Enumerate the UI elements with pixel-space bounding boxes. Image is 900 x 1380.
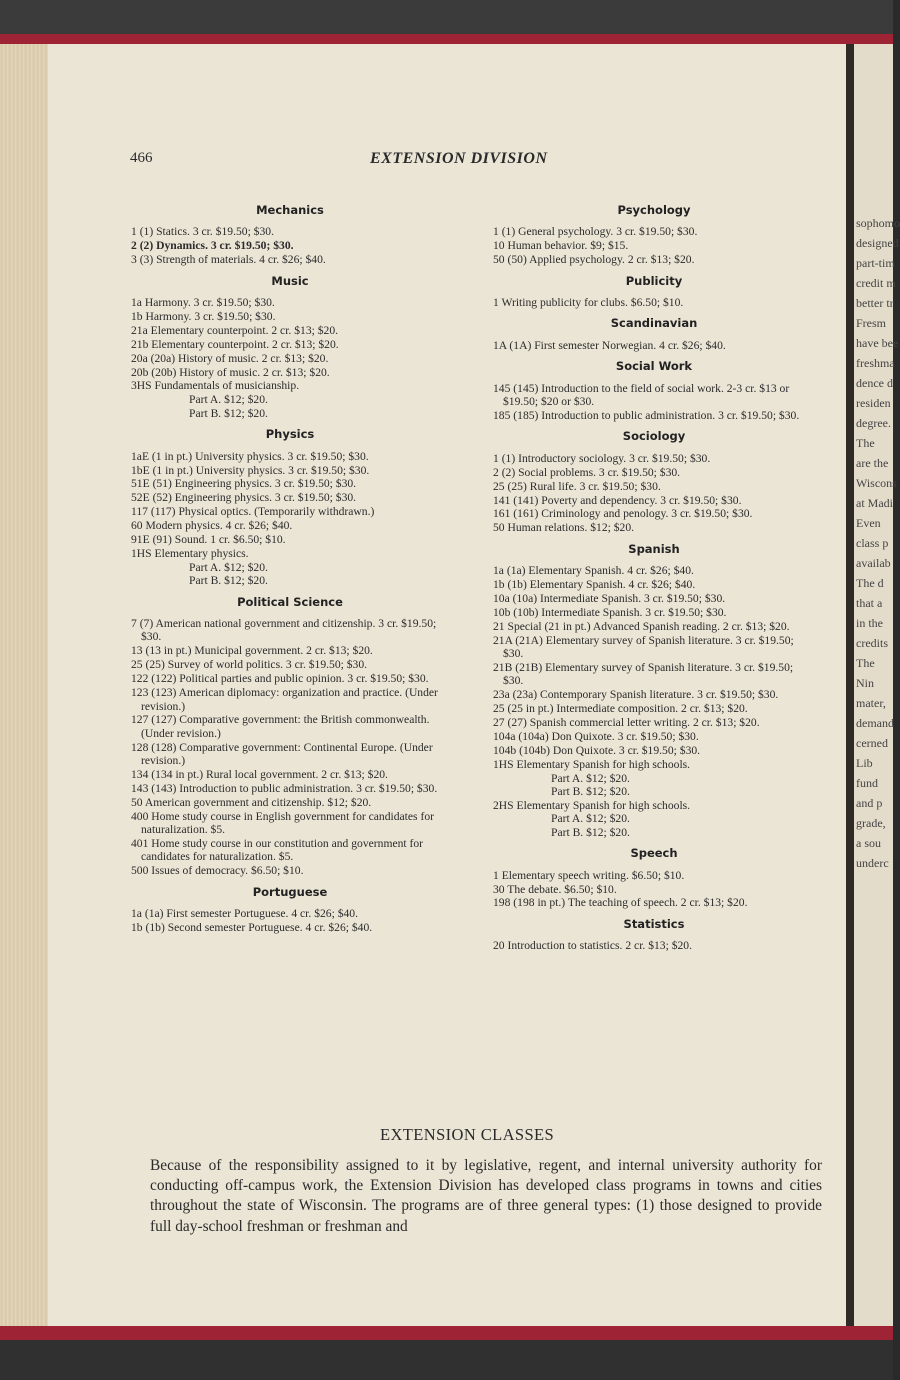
page-stack-edges: [0, 44, 50, 1328]
course-entry: 1HS Elementary Spanish for high schools.: [493, 757, 691, 771]
course-entry: 127 (127) Comparative government: the British commonwealth. (Under revision.): [131, 713, 430, 740]
facing-page-word: designed: [856, 236, 899, 250]
course-part: Part B. $12; $20.: [551, 785, 630, 799]
right-course-column: [493, 204, 815, 953]
facing-page-word: better tr: [856, 296, 894, 310]
course-entry: 1 (1) Statics. 3 cr. $19.50; $30.: [131, 225, 274, 239]
course-entry: 104a (104a) Don Quixote. 3 cr. $19.50; $30.: [493, 730, 699, 743]
course-entry: 500 Issues of democracy. $6.50; $10.: [131, 864, 304, 878]
course-entry: 1b (1b) Elementary Spanish. 4 cr. $26; $40.: [493, 578, 696, 592]
course-entry: 10a (10a) Intermediate Spanish. 3 cr. $19.50; $30.: [493, 591, 726, 605]
course-part: Part B. $12; $20.: [551, 825, 630, 839]
course-entry: 50 American government and citizenship. $12; $20.: [131, 795, 372, 809]
facing-page-word: sophomo: [856, 216, 900, 230]
section-heading: Political Science: [237, 594, 343, 609]
section-heading: Music: [271, 273, 309, 288]
section-heading: Sociology: [622, 429, 686, 444]
course-entry: 25 (25 in pt.) Intermediate composition. 2 cr. $13; $20.: [493, 702, 748, 716]
facing-page-word: credits: [856, 636, 888, 650]
section-heading: Mechanics: [256, 203, 324, 217]
facing-page-word: Lib: [856, 756, 873, 770]
course-entry: 51E (51) Engineering physics. 3 cr. $19.50; $30.: [131, 477, 357, 491]
book-gutter: [846, 44, 854, 1328]
section-heading: Statistics: [623, 916, 685, 931]
course-entry: 1HS Elementary physics.: [131, 546, 249, 560]
course-entry: 20 Introduction to statistics. 2 cr. $13; $20.: [493, 939, 693, 953]
course-entry: 2HS Elementary Spanish for high schools.: [493, 798, 691, 812]
course-entry: 23a (23a) Contemporary Spanish literature. 3 cr. $19.50; $30.: [493, 688, 779, 702]
extension-classes-heading: EXTENSION CLASSES: [380, 1125, 555, 1144]
course-part: Part A. $12; $20.: [551, 812, 630, 826]
course-entry: 21B (21B) Elementary survey of Spanish literature. 3 cr. $19.50; $30.: [493, 660, 794, 688]
section-heading: Physics: [265, 427, 315, 442]
course-part: Part A. $12; $20.: [189, 560, 268, 574]
course-entry: 117 (117) Physical optics. (Temporarily withdrawn.): [131, 505, 375, 519]
page-header: [130, 150, 830, 172]
course-entry: 25 (25) Rural life. 3 cr. $19.50; $30.: [493, 479, 661, 493]
course-entry: 1b (1b) Second semester Portuguese. 4 cr. $26; $40.: [131, 921, 373, 935]
course-entry: 3HS Fundamentals of musicianship.: [131, 379, 300, 393]
course-entry: 13 (13 in pt.) Municipal government. 2 cr. $13; $20.: [131, 644, 373, 658]
course-entry: 10 Human behavior. $9; $15.: [493, 239, 629, 253]
course-entry: 400 Home study course in English government for candidates for naturalization. $5.: [131, 809, 434, 837]
facing-page-word: at Madi: [856, 496, 893, 510]
facing-page-word: freshma: [856, 356, 895, 370]
course-entry: 104b (104b) Don Quixote. 3 cr. $19.50; $30.: [493, 743, 701, 757]
course-entry: 1 Writing publicity for clubs. $6.50; $10.: [493, 296, 684, 310]
course-entry: 1A (1A) First semester Norwegian. 4 cr. $26; $40.: [493, 338, 726, 352]
facing-page-word: a sou: [856, 836, 881, 850]
facing-page-word: in the: [856, 616, 883, 630]
facing-page-word: degree.: [856, 416, 891, 430]
section-heading: Publicity: [625, 273, 683, 288]
course-entry: 122 (122) Political parties and public opinion. 3 cr. $19.50; $30.: [131, 672, 429, 686]
course-entry: 128 (128) Comparative government: Continental Europe. (Under revision.): [131, 740, 433, 768]
course-entry: 25 (25) Survey of world politics. 3 cr. $19.50; $30.: [131, 658, 368, 672]
facing-page-word: Even: [856, 516, 881, 530]
course-entry: 1bE (1 in pt.) University physics. 3 cr. $19.50; $30.: [131, 463, 370, 477]
course-entry: 50 Human relations. $12; $20.: [493, 521, 635, 535]
facing-page-word: cerned: [856, 736, 888, 750]
course-entry: 50 (50) Applied psychology. 2 cr. $13; $20.: [493, 253, 695, 267]
section-heading: Speech: [630, 846, 678, 861]
course-entry: 60 Modern physics. 4 cr. $26; $40.: [131, 519, 293, 533]
facing-page-word: underc: [856, 856, 889, 870]
facing-page-word: The: [856, 656, 875, 670]
course-entry: 1aE (1 in pt.) University physics. 3 cr. $19.50; $30.: [131, 449, 369, 463]
facing-page-word: demand: [856, 716, 894, 730]
course-entry: 2 (2) Social problems. 3 cr. $19.50; $30.: [493, 465, 681, 479]
facing-page-word: availab: [856, 556, 891, 570]
facing-page-word: fund: [856, 776, 878, 790]
course-part: Part B. $12; $20.: [189, 406, 268, 420]
course-entry: 20a (20a) History of music. 2 cr. $13; $20.: [131, 351, 329, 365]
facing-page-word: that a: [856, 596, 883, 610]
course-entry: 10b (10b) Intermediate Spanish. 3 cr. $19.50; $30.: [493, 605, 727, 619]
course-entry: 21b Elementary counterpoint. 2 cr. $13; $20.: [131, 337, 339, 351]
course-part: Part A. $12; $20.: [551, 771, 630, 785]
course-entry: 123 (123) American diplomacy: organization and practice. (Under revision.): [131, 686, 438, 713]
course-entry: 3 (3) Strength of materials. 4 cr. $26; $40.: [131, 253, 326, 267]
facing-page-word: class p: [856, 536, 889, 550]
course-entry: 143 (143) Introduction to public administration. 3 cr. $19.50; $30.: [131, 781, 438, 795]
section-heading: Scandinavian: [610, 316, 698, 331]
course-entry: 2 (2) Dynamics. 3 cr. $19.50; $30.: [131, 239, 294, 253]
facing-page-word: Fresm: [856, 316, 886, 330]
page-number: 466: [130, 150, 153, 166]
course-entry: 20b (20b) History of music. 2 cr. $13; $20.: [131, 365, 330, 379]
book-cover-edge-bottom: [0, 1326, 893, 1340]
facing-page-word: and p: [856, 796, 883, 810]
course-entry: 1 (1) Introductory sociology. 3 cr. $19.50; $30.: [493, 451, 711, 465]
facing-page-word: residen: [856, 396, 891, 410]
facing-page-word: Wiscons: [856, 476, 897, 490]
course-entry: 1a (1a) Elementary Spanish. 4 cr. $26; $40.: [493, 564, 694, 578]
course-entry: 21a Elementary counterpoint. 2 cr. $13; $20.: [131, 323, 339, 337]
course-entry: 1b Harmony. 3 cr. $19.50; $30.: [131, 309, 276, 323]
facing-page-word: The: [856, 436, 875, 450]
course-entry: 91E (91) Sound. 1 cr. $6.50; $10.: [131, 533, 286, 547]
facing-page-word: grade,: [856, 816, 886, 830]
course-entry: 27 (27) Spanish commercial letter writing. 2 cr. $13; $20.: [493, 716, 760, 730]
left-course-column: [131, 204, 449, 935]
facing-page-fragment: [854, 44, 900, 1328]
running-head: EXTENSION DIVISION: [370, 150, 548, 167]
course-entry: 1a Harmony. 3 cr. $19.50; $30.: [131, 296, 275, 310]
section-heading: Spanish: [628, 541, 680, 556]
course-entry: 161 (161) Criminology and penology. 3 cr. $19.50; $30.: [493, 507, 753, 521]
facing-page-word: part-tim: [856, 256, 895, 270]
facing-page-word: have bee: [856, 336, 899, 350]
section-heading: Portuguese: [252, 884, 328, 899]
course-entry: 1 Elementary speech writing. $6.50; $10.: [493, 868, 685, 882]
course-entry: 1a (1a) First semester Portuguese. 4 cr. $26; $40.: [131, 907, 359, 921]
course-part: Part B. $12; $20.: [189, 574, 268, 588]
course-entry: 30 The debate. $6.50; $10.: [493, 882, 617, 896]
course-entry: 401 Home study course in our constitution and government for candidates for naturalization. $5.: [131, 837, 424, 864]
facing-page-word: credit m: [856, 276, 896, 290]
section-heading: Social Work: [615, 359, 693, 374]
course-entry: 7 (7) American national government and citizenship. 3 cr. $19.50; $30.: [131, 617, 437, 644]
course-entry: 52E (52) Engineering physics. 3 cr. $19.50; $30.: [131, 491, 357, 505]
facing-page-word: The d: [856, 576, 884, 590]
facing-page-word: Nin: [856, 676, 874, 690]
course-entry: 1 (1) General psychology. 3 cr. $19.50; $30.: [493, 225, 698, 239]
course-entry: 21 Special (21 in pt.) Advanced Spanish reading. 2 cr. $13; $20.: [493, 619, 790, 633]
course-entry: 141 (141) Poverty and dependency. 3 cr. $19.50; $30.: [493, 493, 742, 507]
course-entry: 134 (134 in pt.) Rural local government. 2 cr. $13; $20.: [131, 768, 388, 782]
section-heading: Psychology: [617, 203, 691, 217]
course-entry: 198 (198 in pt.) The teaching of speech. 2 cr. $13; $20.: [493, 896, 748, 910]
facing-page-word: dence d: [856, 376, 893, 390]
course-entry: 21A (21A) Elementary survey of Spanish literature. 3 cr. $19.50; $30.: [493, 633, 794, 661]
facing-page-word: mater,: [856, 696, 886, 710]
course-entry: 185 (185) Introduction to public administration. 3 cr. $19.50; $30.: [493, 408, 800, 422]
course-entry: 145 (145) Introduction to the field of social work. 2-3 cr. $13 or $19.50; $20 or $30.: [493, 381, 790, 409]
scan-background-bottom: [0, 1340, 893, 1380]
facing-page-word: are the: [856, 456, 889, 470]
extension-classes-paragraph: Because of the responsibility assigned to it by legislative, regent, and internal university authority for conducting off-campus work, the Extension Division has developed class programs in towns and cities throughout the state of Wisconsin. The programs are of three general types: (1) those designed to provide full day-school freshman or freshman and: [150, 1157, 822, 1235]
course-part: Part A. $12; $20.: [189, 393, 268, 407]
